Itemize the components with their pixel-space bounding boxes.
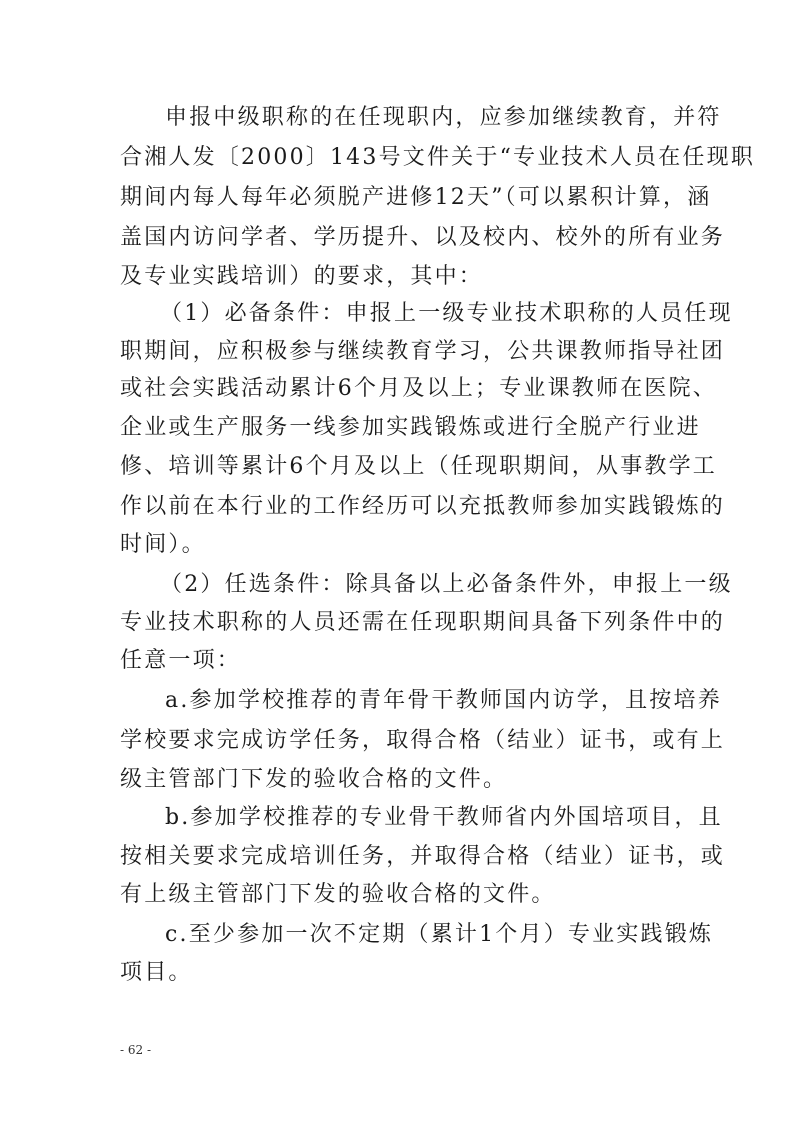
text-line: 学校要求完成访学任务，取得合格（结业）证书，或有上: [120, 728, 726, 753]
text-line: 任意一项：: [120, 648, 242, 673]
text-line: 职期间，应积极参与继续教育学习，公共课教师指导社团: [120, 339, 726, 364]
text-line: 级主管部门下发的验收合格的文件。: [120, 767, 508, 792]
text-line: 按相关要求完成培训任务，并取得合格（结业）证书，或: [120, 844, 726, 869]
text-line: 及专业实践培训）的要求，其中：: [120, 264, 484, 289]
text-line: 时间）。: [120, 532, 206, 557]
text-line: c.至少参加一次不定期（累计1个月）专业实践锻炼: [165, 922, 714, 947]
page-number: - 62 -: [120, 1043, 152, 1057]
text-line: （1）必备条件：申报上一级专业技术职称的人员任现: [160, 301, 733, 326]
text-line: 申报中级职称的在任现职内，应参加继续教育，并符: [165, 105, 722, 130]
text-line: 专业技术职称的人员还需在任现职期间具备下列条件中的: [120, 610, 726, 635]
text-line: 有上级主管部门下发的验收合格的文件。: [120, 882, 556, 907]
text-line: 修、培训等累计6个月及以上（任现职期间，从事教学工: [120, 454, 717, 479]
text-line: 作以前在本行业的工作经历可以充抵教师参加实践锻炼的: [120, 494, 726, 519]
text-line: a.参加学校推荐的青年骨干教师国内访学，且按培养: [165, 688, 722, 713]
text-line: 盖国内访问学者、学历提升、以及校内、校外的所有业务: [120, 225, 726, 250]
text-line: 合湘人发〔2000〕143号文件关于“专业技术人员在任现职: [120, 145, 756, 170]
text-line: b.参加学校推荐的专业骨干教师省内外国培项目，且: [165, 805, 723, 830]
text-line: 企业或生产服务一线参加实践锻炼或进行全脱产行业进: [120, 415, 701, 440]
text-line: 或社会实践活动累计6个月及以上；专业课教师在医院、: [120, 376, 717, 401]
text-line: 期间内每人每年必须脱产进修12天”（可以累积计算，涵: [120, 185, 712, 210]
text-line: 项目。: [120, 960, 193, 985]
text-line: （2）任选条件：除具备以上必备条件外，申报上一级: [160, 572, 733, 597]
